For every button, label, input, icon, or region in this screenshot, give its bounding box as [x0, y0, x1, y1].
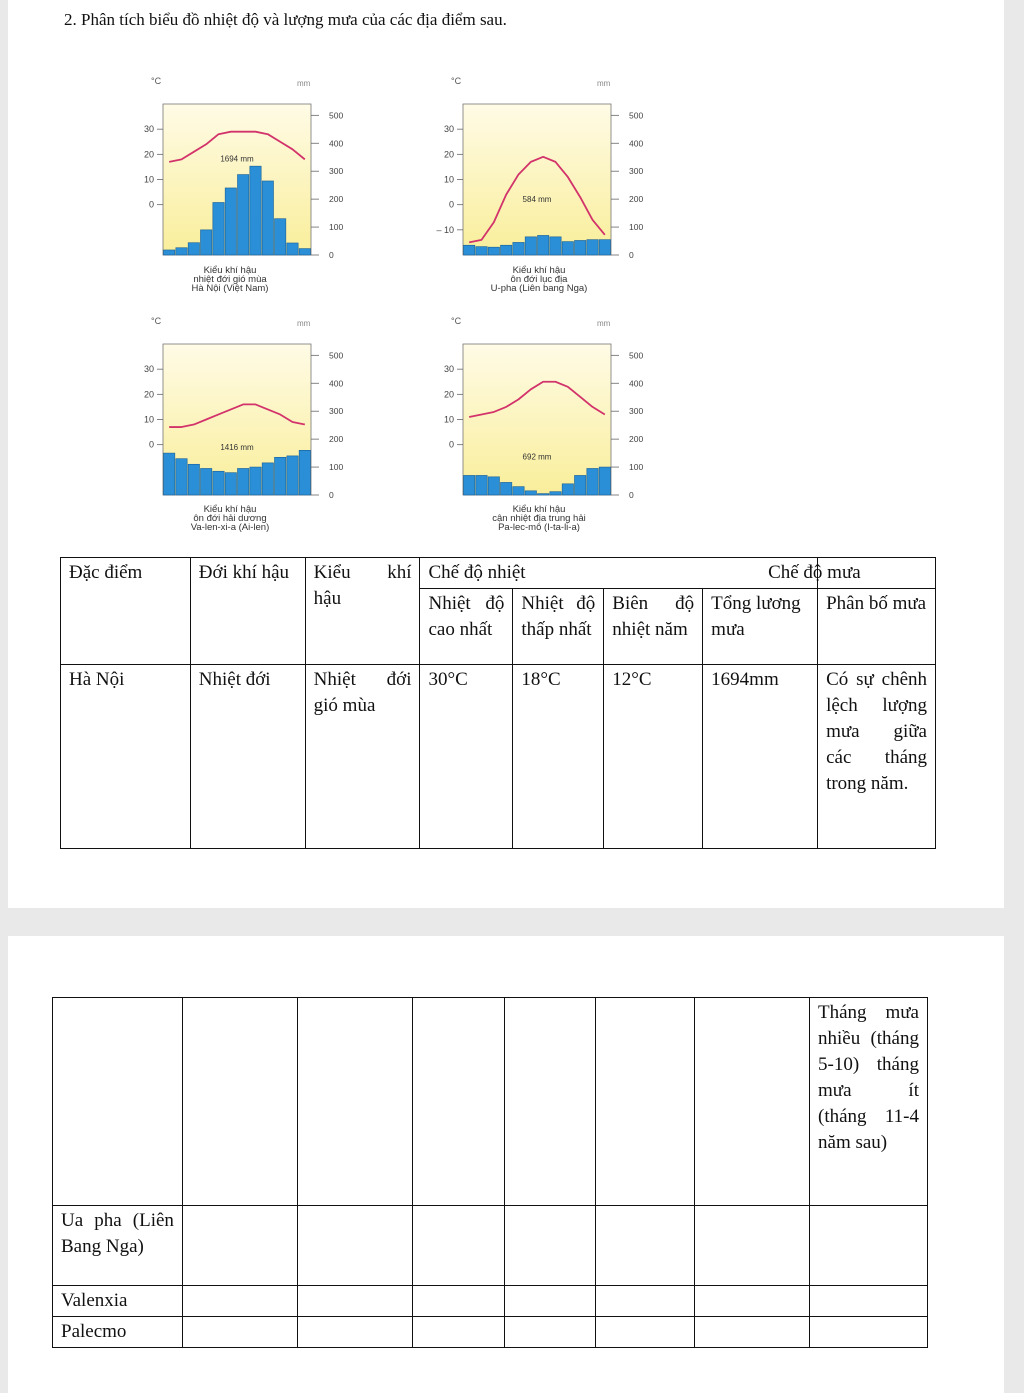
rain-bar	[250, 467, 261, 495]
temp-tick-label: 30	[143, 124, 154, 135]
rain-bar	[575, 475, 586, 495]
header-max-temp: Nhiệt độ cao nhất	[420, 589, 513, 665]
analysis-table-1	[60, 557, 936, 849]
rain-bar	[238, 175, 249, 255]
cell-location-valentia: Valenxia	[53, 1286, 183, 1317]
total-rainfall-label: 692 mm	[522, 452, 552, 462]
rain-bar	[164, 453, 175, 495]
caption-line: ôn đới lục địa	[510, 274, 568, 285]
temp-tick-label: 20	[143, 389, 154, 400]
cell-empty	[412, 1317, 505, 1348]
cell-annual-range: 12°C	[604, 665, 703, 849]
temp-tick-label: 30	[143, 364, 154, 375]
rain-bar	[176, 459, 187, 495]
rain-tick-label: 500	[629, 350, 644, 361]
rain-tick-label: 400	[629, 138, 644, 149]
cell-empty	[505, 998, 596, 1206]
header-min-temp: Nhiệt độ thấp nhất	[513, 589, 604, 665]
rain-tick-label: 200	[329, 194, 344, 205]
rain-bar	[599, 467, 610, 495]
rain-tick-label: 100	[329, 222, 344, 233]
caption-line: Kiểu khí hậu	[203, 504, 257, 515]
header-rainfall-regime: Chế độ mưa	[818, 558, 936, 589]
cell-max-temp: 30°C	[420, 665, 513, 849]
header-climate-zone: Đới khí hậu	[190, 558, 305, 665]
cell-empty	[412, 998, 505, 1206]
temp-unit-label: °C	[151, 76, 162, 86]
rain-bar	[250, 166, 261, 255]
caption-line: cận nhiệt địa trung hải	[492, 513, 586, 524]
rain-bar	[550, 237, 561, 255]
header-temperature-regime: Chế độ nhiệt	[420, 558, 818, 589]
caption-line: ôn đới hải dương	[193, 513, 267, 524]
cell-empty	[810, 1286, 928, 1317]
rain-bar	[201, 468, 212, 495]
cell-empty	[695, 1206, 810, 1286]
rain-tick-label: 100	[629, 462, 644, 473]
rain-bar	[464, 245, 475, 255]
rain-bar	[287, 456, 298, 495]
rain-bar	[262, 463, 273, 495]
total-rainfall-label: 584 mm	[522, 195, 552, 205]
header-total-rainfall: Tổng lương mưa	[703, 589, 818, 665]
cell-empty	[412, 1286, 505, 1317]
cell-empty	[596, 1286, 695, 1317]
cell-empty	[53, 998, 183, 1206]
cell-climate-zone: Nhiệt đới	[190, 665, 305, 849]
cell-empty	[505, 1206, 596, 1286]
cell-empty	[297, 1206, 412, 1286]
caption-line: Kiểu khí hậu	[203, 265, 257, 276]
document-page-2	[8, 936, 1004, 1393]
rain-bar	[562, 242, 573, 255]
temp-tick-label: 20	[143, 149, 154, 160]
cell-empty	[810, 1317, 928, 1348]
rain-bar	[513, 242, 524, 255]
cell-empty	[596, 998, 695, 1206]
rain-unit-label: mm	[297, 319, 311, 328]
header-feature: Đặc điểm	[61, 558, 191, 665]
climate-chart-ufa	[418, 72, 668, 287]
cell-empty	[695, 998, 810, 1206]
rain-tick-label: 200	[629, 194, 644, 205]
cell-empty	[297, 1317, 412, 1348]
plot-area	[163, 104, 311, 255]
question-title: 2. Phân tích biểu đồ nhiệt độ và lượng mưa của các địa điểm sau.	[64, 10, 507, 29]
total-rainfall-label: 1694 mm	[220, 154, 254, 164]
cell-empty	[182, 998, 297, 1206]
rain-bar	[176, 248, 187, 255]
rain-bar	[587, 240, 598, 255]
temp-tick-label: – 10	[436, 224, 454, 235]
rain-tick-label: 300	[329, 406, 344, 417]
rain-bar	[525, 491, 536, 495]
caption-line: U-pha (Liên bang Nga)	[490, 283, 588, 294]
temp-tick-label: 0	[148, 439, 154, 450]
rain-bar	[225, 188, 236, 255]
rain-tick-label: 300	[329, 166, 344, 177]
rain-bar	[188, 464, 199, 495]
rain-bar	[550, 492, 561, 495]
header-annual-range: Biên độ nhiệt năm	[604, 589, 703, 665]
temp-tick-label: 10	[443, 174, 454, 185]
rain-bar	[476, 247, 487, 255]
cell-empty	[182, 1317, 297, 1348]
rain-bar	[299, 450, 310, 495]
rain-bar	[525, 237, 536, 255]
rain-bar	[275, 219, 286, 255]
cell-empty	[412, 1206, 505, 1286]
rain-bar	[575, 240, 586, 255]
rain-bar	[476, 475, 487, 495]
analysis-table-2	[52, 997, 928, 1348]
rain-tick-label: 400	[329, 378, 344, 389]
caption-line: Kiểu khí hậu	[512, 265, 566, 276]
chart-caption-ufa	[439, 266, 639, 293]
rain-bar	[488, 247, 499, 255]
chart-caption-hanoi	[130, 266, 330, 293]
header-rain-distribution: Phân bố mưa	[818, 589, 936, 665]
rain-bar	[164, 250, 175, 255]
rain-bar	[562, 484, 573, 495]
cell-empty	[182, 1206, 297, 1286]
climate-chart-hanoi	[118, 72, 368, 287]
caption-line: Va-len-xi-a (Ai-len)	[190, 522, 270, 533]
cell-empty	[810, 1206, 928, 1286]
rain-tick-label: 400	[329, 138, 344, 149]
cell-empty	[505, 1317, 596, 1348]
cell-total-rainfall: 1694mm	[703, 665, 818, 849]
temp-tick-label: 0	[448, 439, 454, 450]
temp-tick-label: 10	[143, 174, 154, 185]
rain-bar	[262, 181, 273, 255]
cell-climate-type: Nhiệt đới gió mùa	[305, 665, 420, 849]
temp-unit-label: °C	[151, 316, 162, 326]
cell-empty	[182, 1286, 297, 1317]
climate-chart-valentia	[118, 312, 368, 527]
rain-unit-label: mm	[597, 319, 611, 328]
header-climate-type: Kiểu khí hậu	[305, 558, 420, 665]
rain-tick-label: 200	[329, 434, 344, 445]
rain-unit-label: mm	[297, 79, 311, 88]
rain-tick-label: 300	[629, 406, 644, 417]
temp-unit-label: °C	[451, 316, 462, 326]
cell-location: Hà Nội	[61, 665, 191, 849]
rain-bar	[201, 230, 212, 255]
temp-tick-label: 30	[443, 364, 454, 375]
temp-tick-label: 20	[443, 149, 454, 160]
rain-tick-label: 500	[329, 110, 344, 121]
caption-line: Pa-lec-mô (I-ta-li-a)	[498, 522, 580, 533]
rain-bar	[488, 477, 499, 495]
rain-tick-label: 100	[329, 462, 344, 473]
rain-bar	[538, 494, 549, 495]
rain-bar	[275, 457, 286, 495]
cell-empty	[596, 1206, 695, 1286]
cell-min-temp: 18°C	[513, 665, 604, 849]
total-rainfall-label: 1416 mm	[220, 442, 254, 452]
rain-bar	[513, 487, 524, 495]
rain-tick-label: 0	[629, 250, 634, 260]
cell-empty	[596, 1317, 695, 1348]
chart-caption-valentia	[130, 505, 330, 532]
cell-location-ufa: Ua pha (Liên Bang Nga)	[53, 1206, 183, 1286]
rain-tick-label: 0	[329, 250, 334, 260]
rain-bar	[188, 243, 199, 255]
rain-tick-label: 500	[329, 350, 344, 361]
temp-tick-label: 30	[443, 124, 454, 135]
rain-bar	[501, 245, 512, 255]
cell-location-palermo: Palecmo	[53, 1317, 183, 1348]
cell-empty	[297, 1286, 412, 1317]
temp-unit-label: °C	[451, 76, 462, 86]
rain-bar	[225, 473, 236, 495]
temp-tick-label: 10	[143, 414, 154, 425]
caption-line: Kiểu khí hậu	[512, 504, 566, 515]
rain-bar	[238, 468, 249, 495]
rain-tick-label: 0	[629, 490, 634, 500]
rain-bar	[501, 482, 512, 495]
rain-bar	[213, 202, 224, 255]
rain-bar	[599, 240, 610, 255]
rain-bar	[587, 468, 598, 495]
rain-unit-label: mm	[597, 79, 611, 88]
plot-area	[463, 104, 611, 255]
caption-line: Hà Nội (Việt Nam)	[191, 283, 269, 294]
cell-empty	[297, 998, 412, 1206]
temp-tick-label: 0	[148, 199, 154, 210]
cell-rain-distribution-continued: Tháng mưa nhiều (tháng 5-10) tháng mưa ít (tháng 11-4 năm sau)	[810, 998, 928, 1206]
rain-tick-label: 500	[629, 110, 644, 121]
cell-empty	[695, 1286, 810, 1317]
temp-tick-label: 10	[443, 414, 454, 425]
cell-rain-distribution: Có sự chênh lệch lượng mưa giữa các tháng trong năm.	[818, 665, 936, 849]
document-page-1	[8, 0, 1004, 908]
rain-bar	[213, 471, 224, 495]
cell-empty	[505, 1286, 596, 1317]
rain-bar	[464, 475, 475, 495]
rain-bar	[299, 249, 310, 255]
rain-tick-label: 300	[629, 166, 644, 177]
cell-empty	[695, 1317, 810, 1348]
rain-tick-label: 200	[629, 434, 644, 445]
chart-caption-palermo	[439, 505, 639, 532]
caption-line: nhiệt đới gió mùa	[193, 274, 267, 285]
rain-tick-label: 0	[329, 490, 334, 500]
temp-tick-label: 20	[443, 389, 454, 400]
rain-tick-label: 400	[629, 378, 644, 389]
temp-tick-label: 0	[448, 199, 454, 210]
rain-tick-label: 100	[629, 222, 644, 233]
rain-bar	[287, 243, 298, 255]
climate-chart-palermo	[418, 312, 668, 527]
rain-bar	[538, 235, 549, 255]
